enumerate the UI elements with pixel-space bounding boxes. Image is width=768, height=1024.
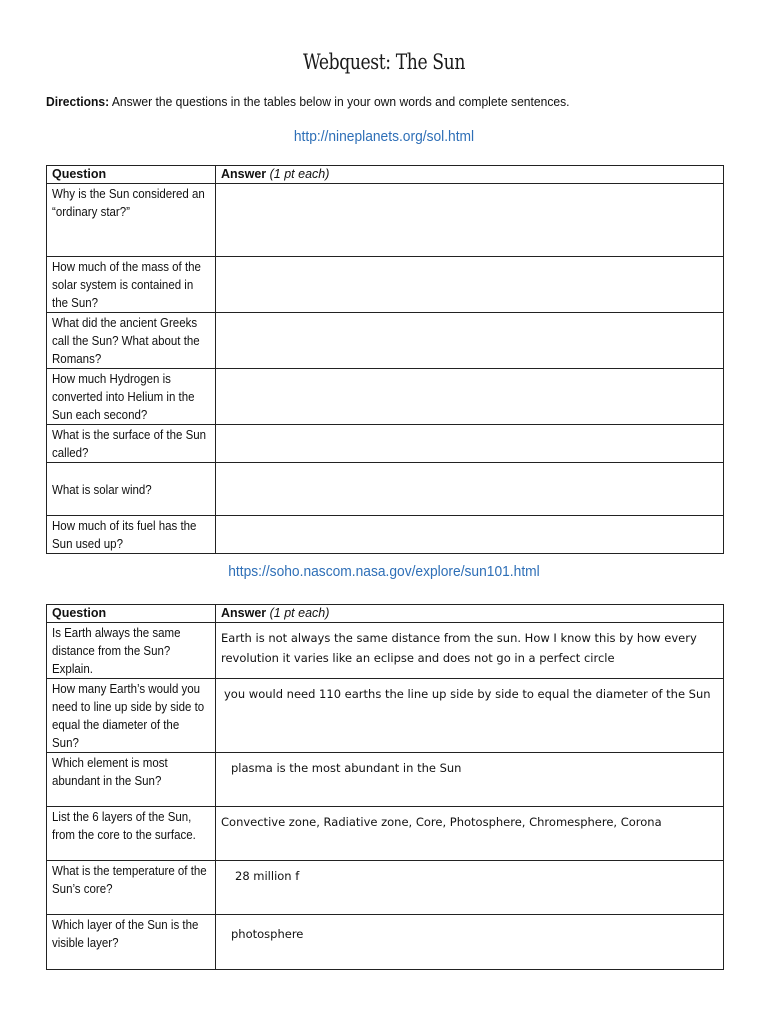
answer-text [221,370,719,374]
directions-label: Directions: [46,94,110,109]
directions [46,94,678,109]
points-note: (1 pt each) [269,606,330,620]
question-text: Why is the Sun considered an “ordinary star?” [52,187,205,219]
table-row [47,807,724,861]
questions-table-1 [46,165,724,554]
question-cell [47,861,216,915]
question-cell [47,807,216,861]
points-note: (1 pt each) [269,167,330,181]
answer-cell[interactable] [216,184,724,257]
answer-header-label: Answer [221,606,267,620]
answer-cell[interactable] [216,463,724,516]
question-cell [47,257,216,313]
answer-text: 28 million f [235,869,300,883]
link-nineplanets[interactable]: http://nineplanets.org/sol.html [293,128,475,145]
directions-text: Answer the questions in the tables below in your own words and complete sentences. [109,94,570,109]
question-text: List the 6 layers of the Sun, from the core to the surface. [52,810,196,842]
table-row [47,623,724,679]
question-header: Question [47,166,216,184]
answer-cell[interactable] [216,679,724,753]
table-header-row [47,605,724,623]
questions-table-2 [46,604,724,970]
question-text: Which layer of the Sun is the visible layer? [52,918,199,950]
question-cell [47,915,216,970]
answer-cell[interactable] [216,369,724,425]
answer-cell[interactable] [216,861,724,915]
question-cell [47,463,216,516]
table-row [47,425,724,463]
question-text: How much of its fuel has the Sun used up? [52,519,197,551]
answer-text: photosphere [231,927,304,941]
table-row [47,753,724,807]
answer-text: plasma is the most abundant in the Sun [231,761,462,775]
answer-header [216,166,724,184]
answer-text [221,185,719,189]
answer-text [221,426,719,430]
table-row [47,184,724,257]
question-cell [47,313,216,369]
question-text: What is the temperature of the Sun’s core? [52,864,207,896]
question-cell [47,425,216,463]
question-text: How much Hydrogen is converted into Helium in the Sun each second? [52,372,195,422]
answer-cell[interactable] [216,623,724,679]
answer-text [221,464,719,468]
answer-text: Earth is not always the same distance from the sun. How I know this by how every revolution it varies like an eclipse and does not go in a perfect circle [221,631,697,665]
question-text: Is Earth always the same distance from the Sun? Explain. [52,626,181,676]
answer-header-label: Answer [221,167,267,181]
table-row [47,463,724,516]
answer-text: Convective zone, Radiative zone, Core, Photosphere, Chromesphere, Corona [221,815,662,829]
question-cell [47,184,216,257]
table-header-row [47,166,724,184]
table-row [47,679,724,753]
answer-text: you would need 110 earths the line up side by side to equal the diameter of the Sun [224,687,711,701]
answer-cell[interactable] [216,313,724,369]
table-row [47,861,724,915]
question-cell [47,369,216,425]
question-text: How much of the mass of the solar system is contained in the Sun? [52,260,201,310]
answer-cell[interactable] [216,915,724,970]
table-row [47,313,724,369]
answer-cell[interactable] [216,425,724,463]
answer-text [221,314,719,318]
question-cell [47,516,216,554]
question-cell [47,623,216,679]
answer-header [216,605,724,623]
question-cell [47,753,216,807]
answer-text [221,258,719,262]
question-cell [47,679,216,753]
table-row [47,369,724,425]
answer-cell[interactable] [216,516,724,554]
question-header: Question [47,605,216,623]
answer-text [221,517,719,521]
page-title: Webquest: The Sun [302,50,466,74]
question-text: Which element is most abundant in the Sun? [52,756,168,788]
answer-cell[interactable] [216,257,724,313]
question-text: What did the ancient Greeks call the Sun? What about the Romans? [52,316,200,366]
answer-cell[interactable] [216,753,724,807]
question-text: What is the surface of the Sun called? [52,428,207,460]
link-soho-nasa[interactable]: https://soho.nascom.nasa.gov/explore/sun101.html [228,563,540,580]
table-row [47,257,724,313]
question-text: How many Earth’s would you need to line up side by side to equal the diameter of the Sun? [52,682,205,750]
table-row [47,516,724,554]
table-row [47,915,724,970]
question-text: What is solar wind? [52,482,152,497]
answer-cell[interactable] [216,807,724,861]
